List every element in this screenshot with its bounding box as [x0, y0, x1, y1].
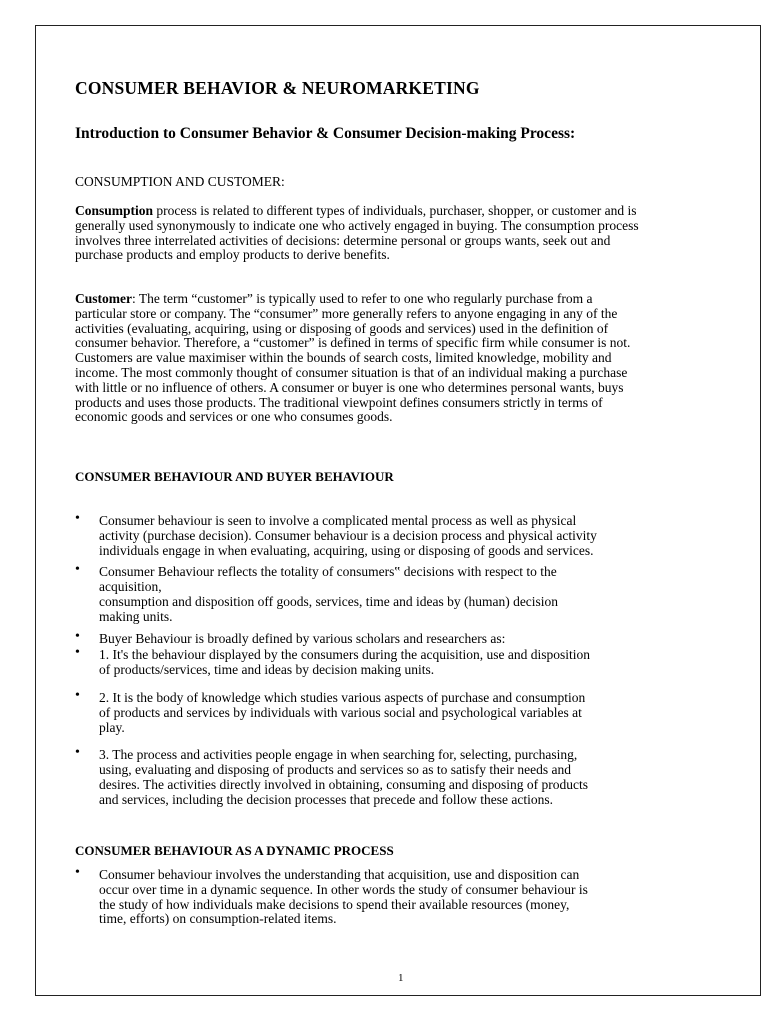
- bullet-line: play.: [99, 719, 125, 735]
- bullet-list-dynamic-process: [75, 865, 735, 927]
- bullet-line: 1. It's the behaviour displayed by the consumers during the acquisition, use and disposition: [99, 647, 590, 663]
- customer-paragraph: [75, 292, 645, 425]
- bullet-line: Consumer behaviour is seen to involve a complicated mental process as well as physical: [99, 513, 577, 528]
- bullet-dot-icon: •: [75, 645, 80, 661]
- bullet-line: and services, including the decision processes that precede and follow these actions.: [99, 791, 553, 807]
- bullet-line: using, evaluating and disposing of products and services so as to satisfy their needs and: [99, 762, 572, 778]
- consumption-paragraph: [75, 204, 645, 263]
- section-heading-buyer-behaviour: CONSUMER BEHAVIOUR AND BUYER BEHAVIOUR: [75, 469, 394, 484]
- bullet-line: Buyer Behaviour is broadly defined by various scholars and researchers as:: [99, 630, 506, 646]
- bullet-list-buyer-behaviour: [75, 511, 735, 808]
- bullet-line: individuals engage in when evaluating, acquiring, using or disposing of goods and services.: [99, 542, 594, 558]
- bullet-dot-icon: •: [75, 511, 80, 526]
- intro-heading: Introduction to Consumer Behavior & Consumer Decision-making Process:: [75, 125, 576, 142]
- customer-text: : The term “customer” is typically used to refer to one who regularly purchase from a particular store or company. The “consumer” more generally refers to anyone engaging in any of the activities (evaluating, acquiring, using or disposing of goods and services) used in the definition of consumer behavior. Therefore, a “customer” is defined in terms of specific firm while consumer is not. Customers are value maximiser within the bounds of search costs, limited knowledge, mobility and income. The most commonly thought of consumer situation is that of an individual making a purchase with little or no influence of others. A consumer or buyer is one who determines personal wants, buys products and uses those products. The traditional viewpoint defines consumers strictly in terms of economic goods and services or one who consumes goods.: [75, 291, 631, 425]
- consumption-term: Consumption: [75, 203, 154, 218]
- customer-term: Customer: [75, 291, 132, 306]
- page-number: 1: [398, 972, 404, 984]
- bullet-line: Consumer behaviour involves the understanding that acquisition, use and disposition can: [99, 867, 580, 882]
- bullet-line: occur over time in a dynamic sequence. In other words the study of consumer behaviour is: [99, 881, 588, 897]
- bullet-item: [75, 865, 735, 927]
- bullet-line: time, efforts) on consumption-related items.: [99, 911, 337, 927]
- section-heading-dynamic-process: CONSUMER BEHAVIOUR AS A DYNAMIC PROCESS: [75, 843, 394, 858]
- bullet-line: of products and services by individuals with various social and psychological variables at: [99, 704, 582, 720]
- bullet-line: 2. It is the body of knowledge which studies various aspects of purchase and consumption: [99, 689, 586, 705]
- bullet-item: [75, 511, 735, 558]
- bullet-item: [75, 745, 735, 807]
- bullet-item: [75, 687, 735, 735]
- bullet-item: [75, 645, 735, 678]
- bullet-line: desires. The activities directly involved in obtaining, consuming and disposing of products: [99, 776, 589, 792]
- bullet-dot-icon: •: [75, 562, 80, 578]
- bullet-line: making units.: [99, 608, 173, 624]
- bullet-line: of products/services, time and ideas by decision making units.: [99, 662, 435, 678]
- bullet-item: [75, 562, 735, 624]
- consumption-text: process is related to different types of individuals, purchaser, shopper, or customer and is generally used synonymously to indicate one who actively engaged in buying. The consumption process involves three interrelated activities of decisions: determine personal or groups wants, seek out and purchase products and employ products to derive benefits.: [75, 203, 639, 263]
- bullet-item: [75, 628, 735, 647]
- bullet-line: Consumer Behaviour reflects the totality of consumers‟ decisions with respect to the: [99, 564, 557, 580]
- bullet-dot-icon: •: [75, 628, 80, 644]
- bullet-dot-icon: •: [75, 687, 80, 703]
- bullet-line: activity (purchase decision). Consumer behaviour is a decision process and physical activity: [99, 527, 597, 543]
- bullet-line: 3. The process and activities people engage in when searching for, selecting, purchasing,: [99, 747, 578, 763]
- consumption-section-label: CONSUMPTION AND CUSTOMER:: [75, 174, 285, 189]
- document-title: CONSUMER BEHAVIOR & NEUROMARKETING: [75, 78, 480, 98]
- bullet-line: consumption and disposition off goods, services, time and ideas by (human) decision: [99, 593, 559, 609]
- bullet-dot-icon: •: [75, 745, 80, 761]
- bullet-line: the study of how individuals make decisions to spend their available resources (money,: [99, 896, 570, 912]
- bullet-line: acquisition,: [99, 579, 162, 595]
- bullet-dot-icon: •: [75, 865, 80, 880]
